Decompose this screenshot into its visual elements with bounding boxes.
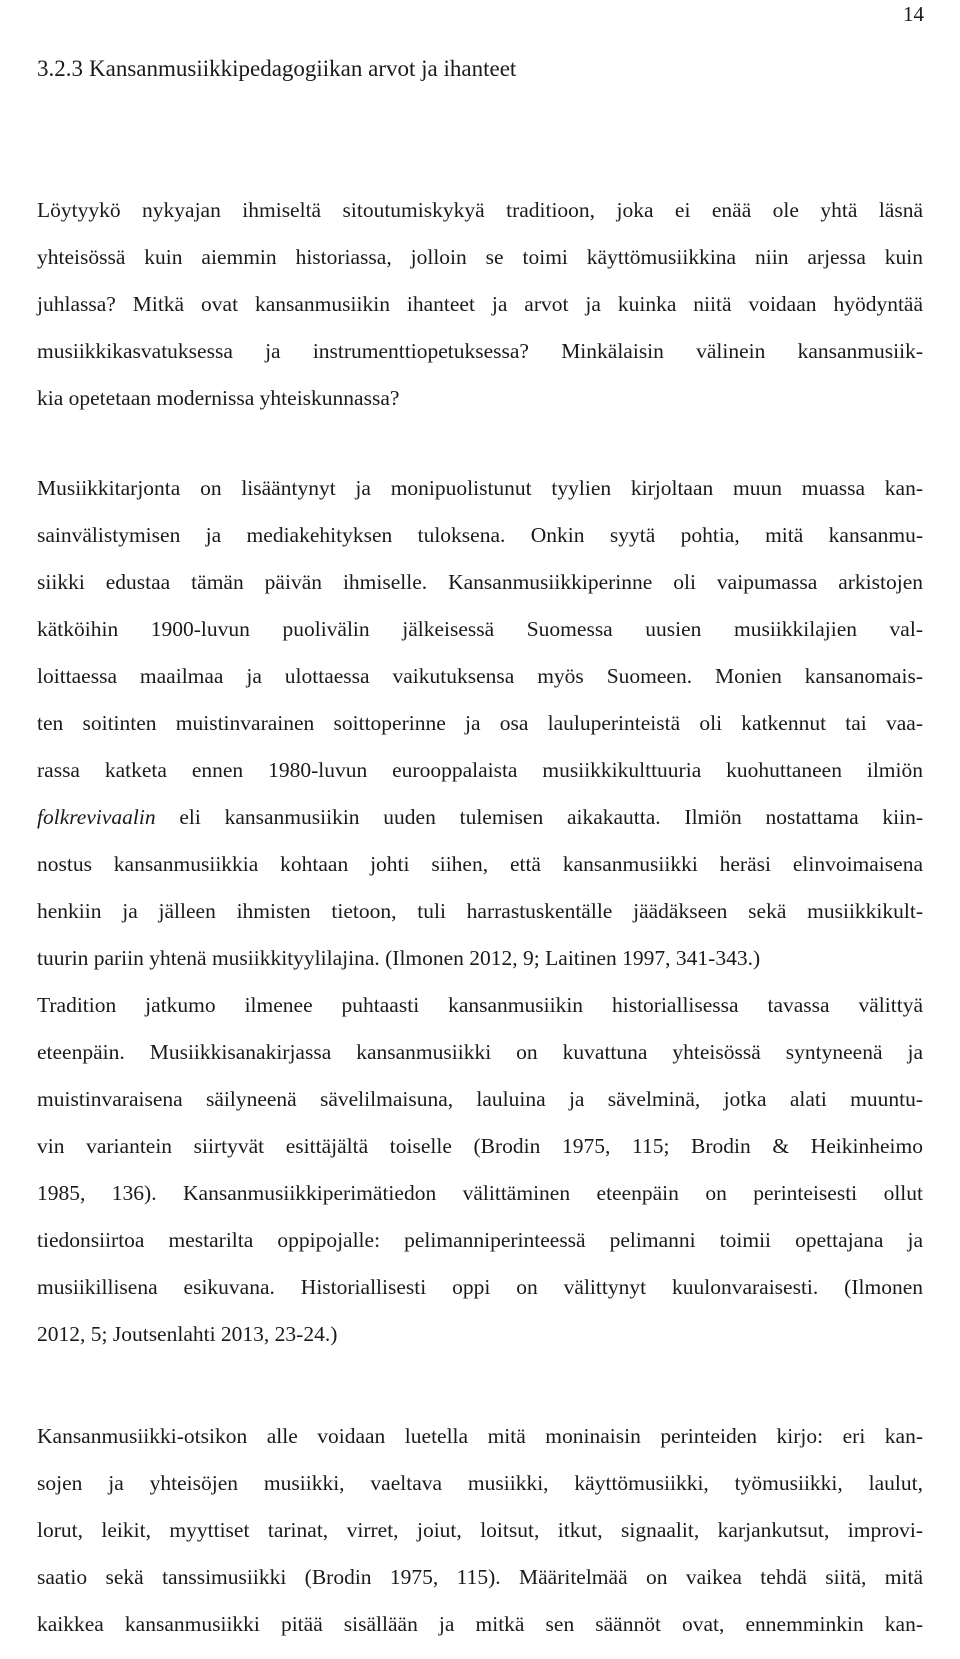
text-line: nostus kansanmusiikkia kohtaan johti siihen, että kansanmusiikki heräsi elinvoimaisena [37, 852, 923, 876]
text-line: tiedonsiirtoa mestarilta oppipojalle: pelimanniperinteessä pelimanni toimii opettajana ja [37, 1228, 923, 1252]
text-line: muistinvaraisena säilyneenä sävelilmaisuna, lauluina ja sävelminä, jotka alati muuntu- [37, 1087, 923, 1111]
text-line-rest: eli kansanmusiikin uuden tulemisen aikakautta. Ilmiön nostattama kiin- [179, 805, 923, 829]
section-heading [37, 56, 516, 82]
text-line: Musiikkitarjonta on lisääntynyt ja monipuolistunut tyylien kirjoltaan muun muassa kan- [37, 476, 923, 500]
paragraph-3 [37, 982, 923, 1358]
text-line: sojen ja yhteisöjen musiikki, vaeltava musiikki, käyttömusiikki, työmusiikki, laulut, [37, 1471, 923, 1495]
paragraph-4 [37, 1413, 923, 1648]
text-line: saatio sekä tanssimusiikki (Brodin 1975, 115). Määritelmää on vaikea tehdä siitä, mitä [37, 1565, 923, 1589]
italic-term: folkrevivaalin [37, 805, 156, 829]
text-line: 2012, 5; Joutsenlahti 2013, 23-24.) [37, 1322, 338, 1346]
text-line: juhlassa? Mitkä ovat kansanmusiikin ihanteet ja arvot ja kuinka niitä voidaan hyödyntää [37, 292, 923, 316]
text-line: kaikkea kansanmusiikki pitää sisällään ja mitkä sen säännöt ovat, ennemminkin kan- [37, 1612, 923, 1636]
text-line [37, 794, 923, 841]
text-line: eteenpäin. Musiikkisanakirjassa kansanmusiikki on kuvattuna yhteisössä syntyneenä ja [37, 1040, 923, 1064]
page-number: 14 [903, 2, 924, 26]
text-line: sainvälistymisen ja mediakehityksen tuloksena. Onkin syytä pohtia, mitä kansanmu- [37, 523, 923, 547]
paragraph-2 [37, 465, 923, 982]
text-line: yhteisössä kuin aiemmin historiassa, jolloin se toimi käyttömusiikkina niin arjessa kuin [37, 245, 923, 269]
text-line: ten soitinten muistinvarainen soittoperinne ja osa lauluperinteistä oli katkennut tai vaa- [37, 711, 923, 735]
text-line: Löytyykö nykyajan ihmiseltä sitoutumiskykyä traditioon, joka ei enää ole yhtä läsnä [37, 198, 923, 222]
text-line: vin variantein siirtyvät esittäjältä toiselle (Brodin 1975, 115; Brodin & Heikinheimo [37, 1134, 923, 1158]
text-line: henkiin ja jälleen ihmisten tietoon, tuli harrastuskentälle jäädäkseen sekä musiikkikult- [37, 899, 923, 923]
text-line: lorut, leikit, myyttiset tarinat, virret, joiut, loitsut, itkut, signaalit, karjankutsut, improvi- [37, 1518, 923, 1542]
text-line: kia opetetaan modernissa yhteiskunnassa? [37, 386, 400, 410]
text-line: 1985, 136). Kansanmusiikkiperimätiedon välittäminen eteenpäin on perinteisesti ollut [37, 1181, 923, 1205]
paragraph-1 [37, 187, 923, 422]
text-line: Tradition jatkumo ilmenee puhtaasti kansanmusiikin historiallisessa tavassa välittyä [37, 993, 923, 1017]
section-number: 3.2.3 [37, 56, 83, 81]
text-line: kätköihin 1900-luvun puolivälin jälkeisessä Suomessa uusien musiikkilajien val- [37, 617, 923, 641]
text-line: musiikillisena esikuvana. Historiallisesti oppi on välittynyt kuulonvaraisesti. (Ilmonen [37, 1275, 923, 1299]
text-line: siikki edustaa tämän päivän ihmiselle. Kansanmusiikkiperinne oli vaipumassa arkistojen [37, 570, 923, 594]
text-line: loittaessa maailmaa ja ulottaessa vaikutuksensa myös Suomeen. Monien kansanomais- [37, 664, 923, 688]
text-line: rassa katketa ennen 1980-luvun eurooppalaista musiikkikulttuuria kuohuttaneen ilmiön [37, 758, 923, 782]
section-title: Kansanmusiikkipedagogiikan arvot ja ihanteet [89, 56, 517, 81]
text-line: musiikkikasvatuksessa ja instrumenttiopetuksessa? Minkälaisin välinein kansanmusiik- [37, 339, 923, 363]
text-line: Kansanmusiikki-otsikon alle voidaan luetella mitä moninaisin perinteiden kirjo: eri kan- [37, 1424, 923, 1448]
text-line: tuurin pariin yhtenä musiikkityylilajina. (Ilmonen 2012, 9; Laitinen 1997, 341-343.) [37, 946, 761, 970]
